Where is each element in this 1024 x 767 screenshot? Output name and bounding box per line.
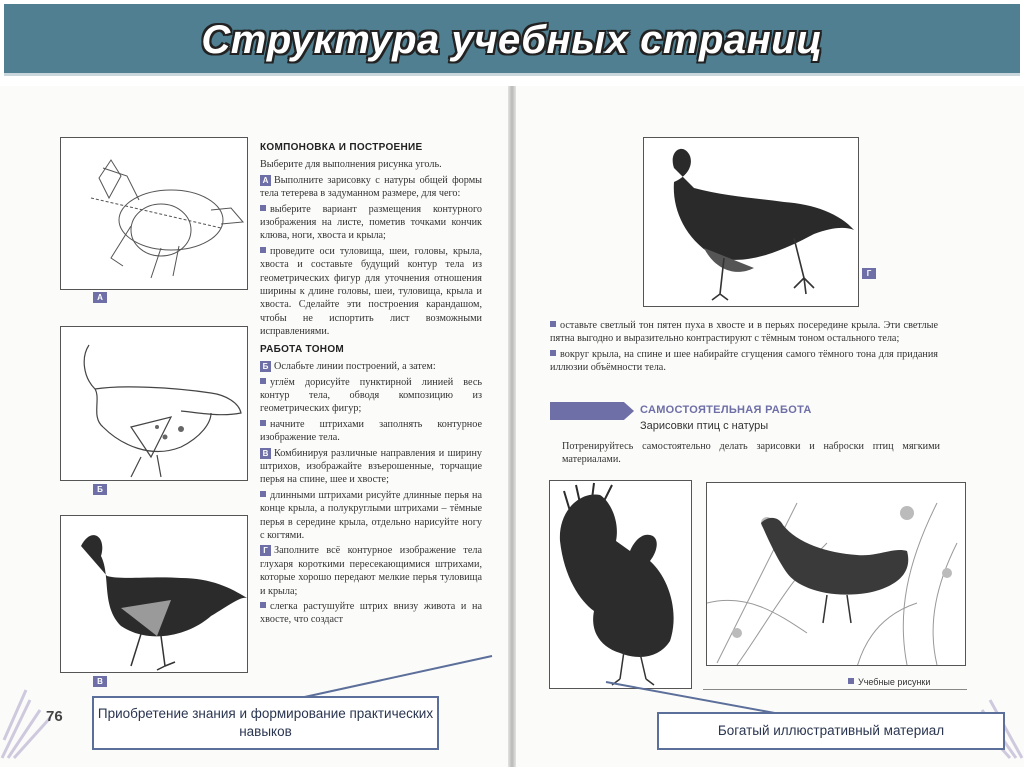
callout-text: Богатый иллюстративный материал [717, 723, 945, 738]
step-badge-g: Г [260, 545, 271, 556]
paragraph: Б Ослабьте линии построений, а затем: [260, 360, 482, 373]
heading-tone: РАБОТА ТОНОМ [260, 343, 345, 355]
callout-text: Приобретение знания и формирование практических навыков [97, 706, 434, 739]
step-badge-v: В [260, 448, 271, 459]
bullet-item: начните штрихами заполнять контурное изображение тела. [260, 418, 482, 444]
callout-knowledge-skills [92, 696, 439, 750]
figure-label-g: Г [862, 268, 876, 279]
figure-label-b: Б [93, 484, 107, 495]
caption-educational-drawings: Учебные рисунки [848, 677, 930, 687]
callout-illustrative-material [657, 712, 1005, 750]
section-paragraph: Потренируйтесь самостоятельно делать зарисовки и наброски птиц мягкими материалами. [562, 441, 940, 466]
bullet-item: оставьте светлый тон пятен пуха в хвосте и в перьях посередине крыла. Эти светлые пятна выгодно и выразительно контрастируют с тёмным тоном остального тела; [550, 320, 938, 345]
section-subtitle: Зарисовки птиц с натуры [640, 420, 769, 432]
paragraph: Г Заполните всё контурное изображение тела глухаря короткими пересекающимися штрихами, которые хорошо передают мелкие перья туловища и крыла; [260, 545, 482, 597]
paragraph: В Комбинируя различные направления и ширину штрихов, изображайте взъерошенные, торчащие перья на спине, шее и хвосте; [260, 447, 482, 486]
bullet-item: проведите оси туловища, шеи, головы, крыла, хвоста и составьте будущий контур тела из геометрических фигур для уточнения отношения ширины к длине головы, шеи, туловища, крыла и хвоста. Сделайте эти построения карандашом, чтобы не испортить лист возможными исправлениями. [260, 245, 482, 338]
figure-label-a: А [93, 292, 107, 303]
heading-composition: КОМПОНОВКА И ПОСТРОЕНИЕ [260, 142, 423, 153]
paragraph: Выберите для выполнения рисунка уголь. [260, 159, 442, 171]
step-badge-a: А [260, 175, 271, 186]
bullet-item: вокруг крыла, на спине и шее набирайте сгущения самого тёмного тона для придания иллюзии объёмности тела. [550, 348, 938, 374]
bullet-item: слегка растушуйте штрих внизу живота и на хвосте, что создаст [260, 601, 482, 626]
page-number: 76 [46, 708, 63, 725]
section-title: САМОСТОЯТЕЛЬНАЯ РАБОТА [640, 404, 812, 416]
paragraph: А Выполните зарисовку с натуры общей формы тела тетерева в задуманном размере, для чего: [260, 174, 482, 200]
figure-label-v: В [93, 676, 107, 687]
bullet-item: длинными штрихами рисуйте длинные перья на конце крыла, а полукруглыми штрихами – тёмные перья в середине крыла, отдельно нарисуйте ногу с когтями. [260, 489, 482, 541]
bullet-item: выберите вариант размещения контурного изображения на листе, пометив точками кончик клюва, ноги, хвоста и крыла; [260, 203, 482, 242]
bullet-item: углём дорисуйте пунктирной линией весь контур тела, обводя композицию из геометрических фигур; [260, 376, 482, 415]
step-badge-b: Б [260, 361, 271, 372]
slide-title: Структура учебных страниц [201, 18, 823, 62]
